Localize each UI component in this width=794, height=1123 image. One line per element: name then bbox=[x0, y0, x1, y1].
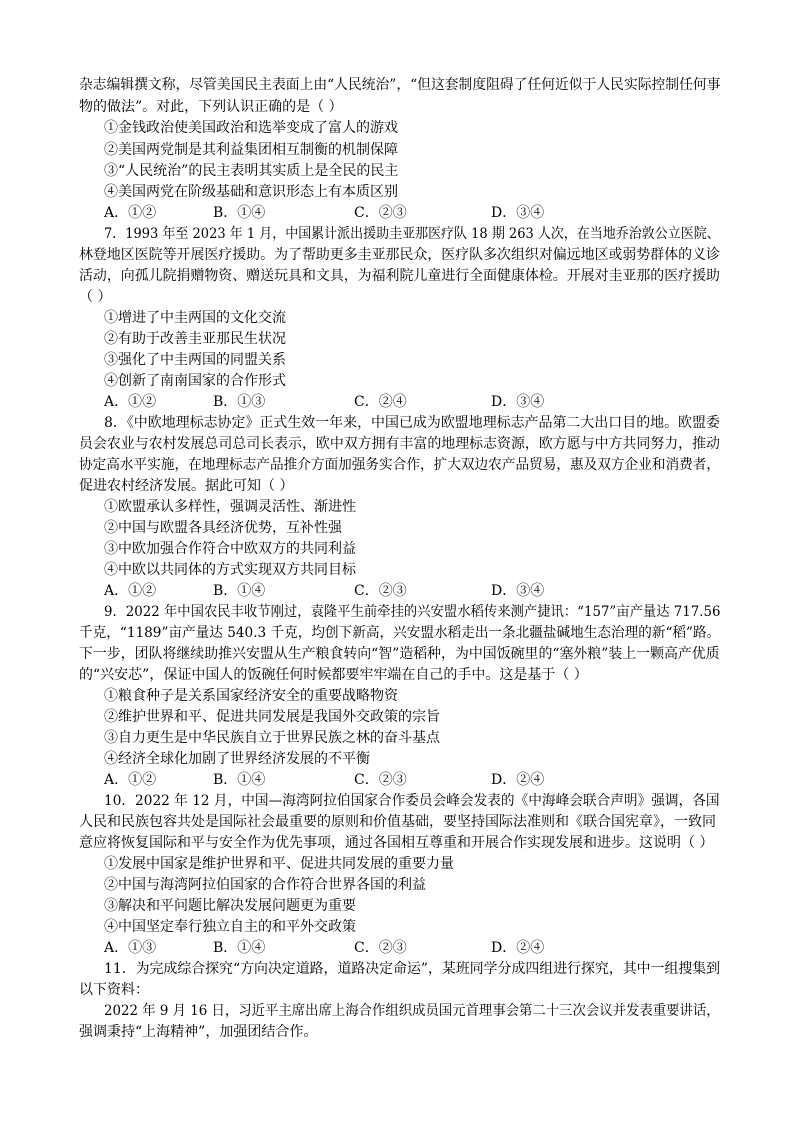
option-a: A．①③ bbox=[104, 940, 157, 956]
q9-stem-line: 下一步，团队将继续助推兴安盟从生产粮食转向“智”造稻种，为中国饭碗里的“塞外粮”装上一颗高产优质 bbox=[79, 646, 720, 662]
q8-stem-line: 员会农业与农村发展总司总司长表示，欧中双方拥有丰富的地理标志资源，欧方愿与中方共同努力，推动 bbox=[79, 436, 720, 452]
q7-stem-line: 活动，向孤儿院捐赠物资、赠送玩具和文具，为福利院儿童进行全面健康体检。开展对圭亚那的医疗援助 bbox=[79, 268, 720, 284]
option-c: C．②③ bbox=[354, 205, 407, 221]
option-b: B．①④ bbox=[213, 772, 266, 788]
q9-stem-line: 9．2022 年中国农民丰收节刚过，袁隆平生前牵挂的兴安盟水稻传来测产捷讯：“157”亩产量达 717.56 bbox=[104, 604, 721, 620]
q9-statement: ①粮食种子是关系国家经济安全的重要战略物资 bbox=[104, 688, 398, 704]
q10-statement: ③解决和平问题比解决发展问题更为重要 bbox=[104, 898, 356, 914]
q9-stem-line: 的“兴安芯”，保证中国人的饭碗任何时候都要牢牢端在自己的手中。这是基于（ ） bbox=[79, 667, 588, 683]
option-c: C．②③ bbox=[354, 772, 407, 788]
q10-stem-line: 10．2022 年 12 月，中国—海湾阿拉伯国家合作委员会峰会发表的《中海峰会联合声明》强调，各国 bbox=[104, 793, 720, 809]
option-a: A．①② bbox=[104, 772, 157, 788]
q10-statement: ②中国与海湾阿拉伯国家的合作符合世界各国的利益 bbox=[104, 877, 426, 893]
q7-stem-line: （ ） bbox=[79, 289, 112, 305]
option-d: D．③④ bbox=[491, 583, 545, 599]
q8-stem-line: 协定高水平实施，在地理标志产品推介方面加强务实合作，扩大双边农产品贸易，惠及双方企业和消费者， bbox=[79, 457, 721, 473]
q8-statement: ①欧盟承认多样性，强调灵活性、渐进性 bbox=[104, 499, 356, 515]
q9-stem-line: 千克，“1189”亩产量达 540.3 千克，均创下新高，兴安盟水稻走出一条北疆盐碱地生态治理的新“稻”路。 bbox=[79, 625, 721, 641]
option-a: A．①② bbox=[104, 205, 157, 221]
q8-statement: ④中欧以共同体的方式实现双方共同目标 bbox=[104, 562, 356, 578]
option-c: C．②④ bbox=[354, 394, 407, 410]
option-a: A．①② bbox=[104, 583, 157, 599]
q10-stem-line: 人民和民族包容共处是国际社会最重要的原则和价值基础，要坚持国际法准则和《联合国宪章》，一致同 bbox=[79, 814, 716, 830]
q7-stem-line: 林登地区医院等开展医疗援助。为了帮助更多圭亚那民众，医疗队多次组织对偏远地区或弱势群体的义诊 bbox=[79, 247, 720, 263]
option-d: D．②④ bbox=[491, 940, 545, 956]
q9-statement: ③自力更生是中华民族自立于世界民族之林的奋斗基点 bbox=[104, 730, 440, 746]
option-c: C．②③ bbox=[354, 583, 407, 599]
option-d: D．②④ bbox=[491, 772, 545, 788]
q10-statement: ④中国坚定奉行独立自主的和平外交政策 bbox=[104, 919, 356, 935]
q7-stem-line: 7．1993 年至 2023 年 1 月，中国累计派出援助圭亚那医疗队 18 期 263 人次，在当地乔治敦公立医院、 bbox=[104, 226, 720, 242]
q11-material-line: 2022 年 9 月 16 日，习近平主席出席上海合作组织成员国元首理事会第二十三次会议并发表重要讲话， bbox=[104, 1003, 720, 1019]
option-a: A．①② bbox=[104, 394, 157, 410]
q8-stem-line: 促进农村经济发展。据此可知（ ） bbox=[79, 478, 294, 494]
q8-stem-line: 8．《中欧地理标志协定》正式生效一年来，中国已成为欧盟地理标志产品第二大出口目的地。欧盟委 bbox=[104, 415, 720, 431]
q6-statement: ③“人民统治”的民主表明其实质上是全民的民主 bbox=[104, 163, 399, 179]
q8-statement: ③中欧加强合作符合中欧双方的共同利益 bbox=[104, 541, 356, 557]
q11-stem-line: 以下资料： bbox=[79, 982, 149, 998]
q6-statement: ②美国两党制是其利益集团相互制衡的机制保障 bbox=[104, 142, 398, 158]
q6-stem-line: 杂志编辑撰文称，尽管美国民主表面上由“人民统治”，“但这套制度阻碍了任何近似于人民实际控制任何事 bbox=[79, 77, 721, 93]
q6-statement: ①金钱政治使美国政治和选举变成了富人的游戏 bbox=[104, 120, 398, 136]
option-d: D．③④ bbox=[491, 394, 545, 410]
option-b: B．①④ bbox=[213, 940, 266, 956]
q8-statement: ②中国与欧盟各具经济优势，互补性强 bbox=[104, 520, 342, 536]
q6-stem-line: 物的做法”。对此，下列认识正确的是（ ） bbox=[79, 99, 343, 115]
q10-stem-line: 意应将恢复国际和平与安全作为优先事项，通过各国相互尊重和开展合作实现发展和进步。这说明（ ） bbox=[79, 835, 714, 851]
q7-statement: ①增进了中圭两国的文化交流 bbox=[104, 310, 286, 326]
q10-statement: ①发展中国家是维护世界和平、促进共同发展的重要力量 bbox=[104, 856, 454, 872]
q7-statement: ④创新了南南国家的合作形式 bbox=[104, 373, 286, 389]
q9-statement: ④经济全球化加剧了世界经济发展的不平衡 bbox=[104, 751, 370, 767]
q7-statement: ②有助于改善圭亚那民生状况 bbox=[104, 331, 286, 347]
q6-statement: ④美国两党在阶级基础和意识形态上有本质区别 bbox=[104, 184, 398, 200]
option-b: B．①③ bbox=[213, 394, 266, 410]
option-b: B．①④ bbox=[213, 583, 266, 599]
option-b: B．①④ bbox=[213, 205, 266, 221]
q11-stem-line: 11．为完成综合探究“方向决定道路，道路决定命运”，某班同学分成四组进行探究，其中一组搜集到 bbox=[104, 961, 721, 977]
option-c: C．②③ bbox=[354, 940, 407, 956]
q7-statement: ③强化了中圭两国的同盟关系 bbox=[104, 352, 286, 368]
q9-statement: ②维护世界和平、促进共同发展是我国外交政策的宗旨 bbox=[104, 709, 440, 725]
q11-material-line: 强调秉持“上海精神”，加强团结合作。 bbox=[79, 1024, 318, 1040]
option-d: D．③④ bbox=[491, 205, 545, 221]
